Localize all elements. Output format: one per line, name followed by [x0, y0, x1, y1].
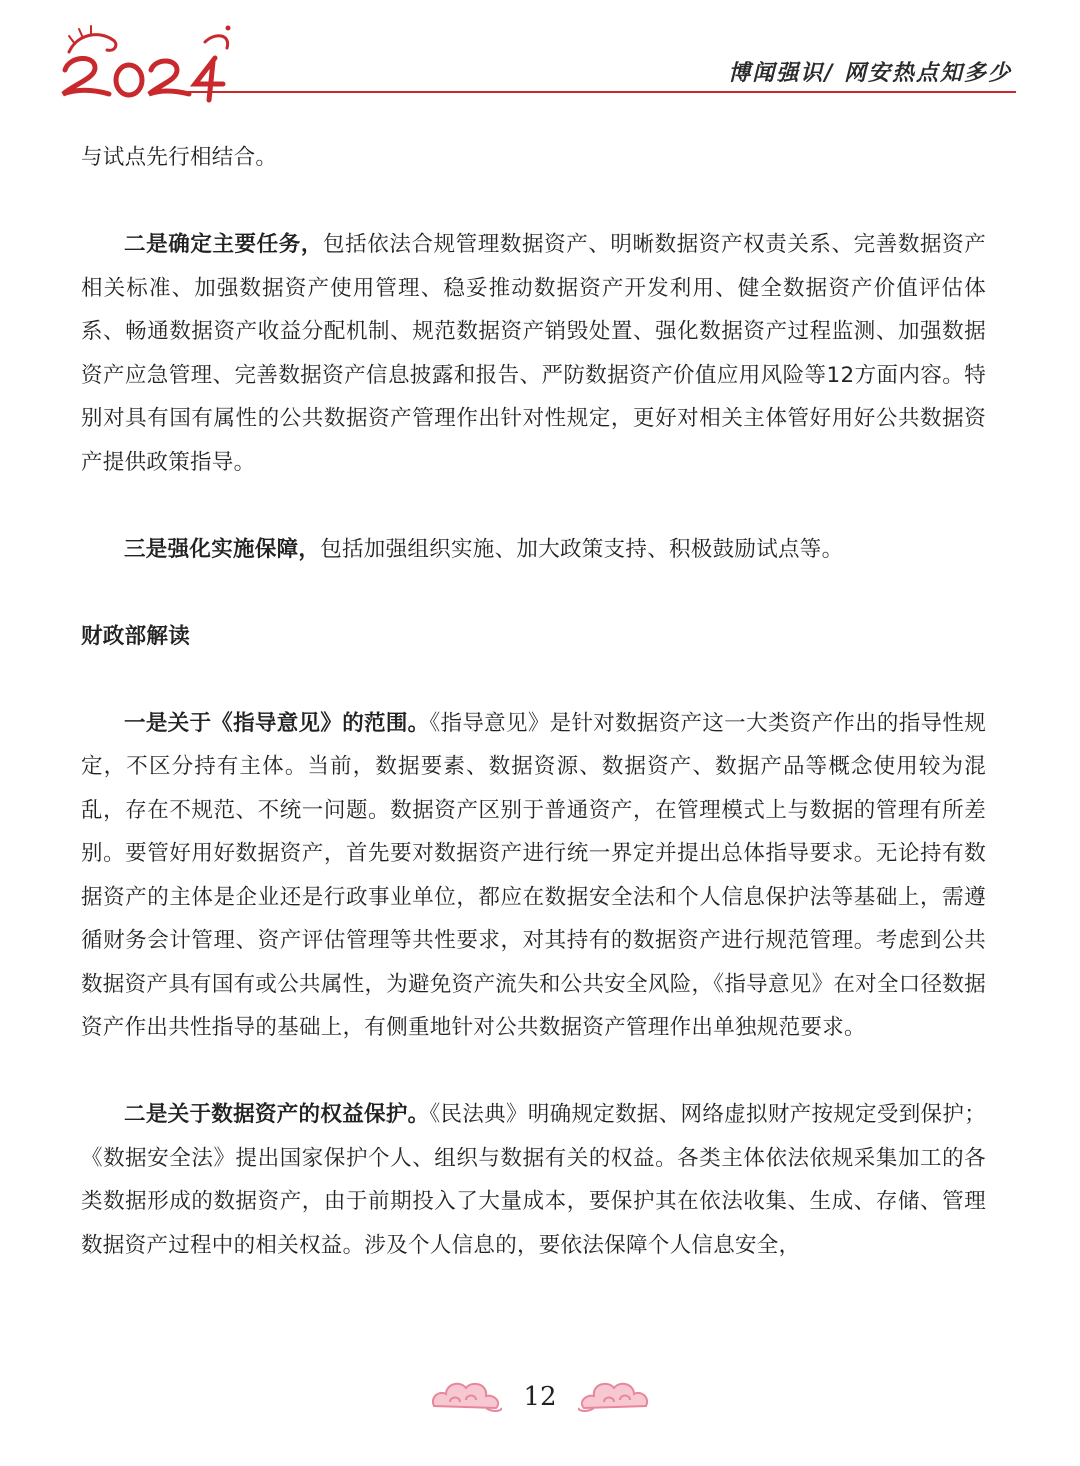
paragraph-body: 包括加强组织实施、加大政策支持、积极鼓励试点等。 — [320, 536, 844, 562]
paragraph-body: 包括依法合规管理数据资产、明晰数据资产权责关系、完善数据资产相关标准、加强数据资产使用管理、稳妥推动数据资产开发利用、健全数据资产价值评估体系、畅通数据资产收益分配机制、规范数据资产销毁处置、强化数据资产过程监测、加强数据资产应急管理、完善数据资产信息披露和报告、严防数据资产价值应用风险等12方面内容。特别对具有国有属性的公共数据资产管理作出针对性规定，更好对相关主体管好用好公共数据资产提供政策指导。 — [81, 232, 986, 475]
paragraph-scope — [81, 702, 986, 1050]
paragraph-rights-protection — [81, 1093, 986, 1267]
header-title: 博闻强识/ 网安热点知多少 — [728, 60, 1012, 86]
page-footer — [0, 1368, 1080, 1428]
page-number: 12 — [523, 1382, 557, 1412]
section-heading: 财政部解读 — [81, 623, 191, 649]
paragraph-lead: 二是关于数据资产的权益保护。 — [124, 1102, 430, 1127]
header-divider — [188, 91, 1016, 93]
paragraph-lead: 二是确定主要任务， — [124, 232, 323, 257]
article-body — [81, 136, 986, 1267]
paragraph-lead: 一是关于《指导意见》的范围。 — [124, 710, 430, 736]
paragraph-body: 《指导意见》是针对数据资产这一大类资产作出的指导性规定，不区分持有主体。当前，数据要素、数据资源、数据资产、数据产品等概念使用较为混乱，存在不规范、不统一问题。数据资产区别于普通资产，在管理模式上与数据的管理有所差别。要管好用好数据资产，首先要对数据资产进行统一界定并提出总体指导要求。无论持有数据资产的主体是企业还是行政事业单位，都应在数据安全法和个人信息保护法等基础上，需遵循财务会计管理、资产评估管理等共性要求，对其持有的数据资产进行规范管理。考虑到公共数据资产具有国有或公共属性，为避免资产流失和公共安全风险，《指导意见》在对全口径数据资产作出共性指导的基础上，有侧重地针对公共数据资产管理作出单独规范要求。 — [81, 710, 986, 1040]
paragraph-lead: 三是强化实施保障， — [124, 536, 321, 562]
auspicious-cloud-icon — [430, 1376, 502, 1416]
paragraph-intro-continuation: 与试点先行相结合。 — [81, 145, 278, 170]
paragraph-implementation — [81, 528, 986, 572]
auspicious-cloud-icon — [578, 1376, 650, 1416]
paragraph-main-tasks — [81, 223, 986, 484]
paragraph-body: 《民法典》明确规定数据、网络虚拟财产按规定受到保护；《数据安全法》提出国家保护个人、组织与数据有关的权益。各类主体依法依规采集加工的各类数据形成的数据资产，由于前期投入了大量成本，要保护其在依法收集、生成、存储、管理数据资产过程中的相关权益。涉及个人信息的，要依法保障个人信息安全， — [81, 1102, 986, 1258]
page-header — [0, 0, 1080, 110]
